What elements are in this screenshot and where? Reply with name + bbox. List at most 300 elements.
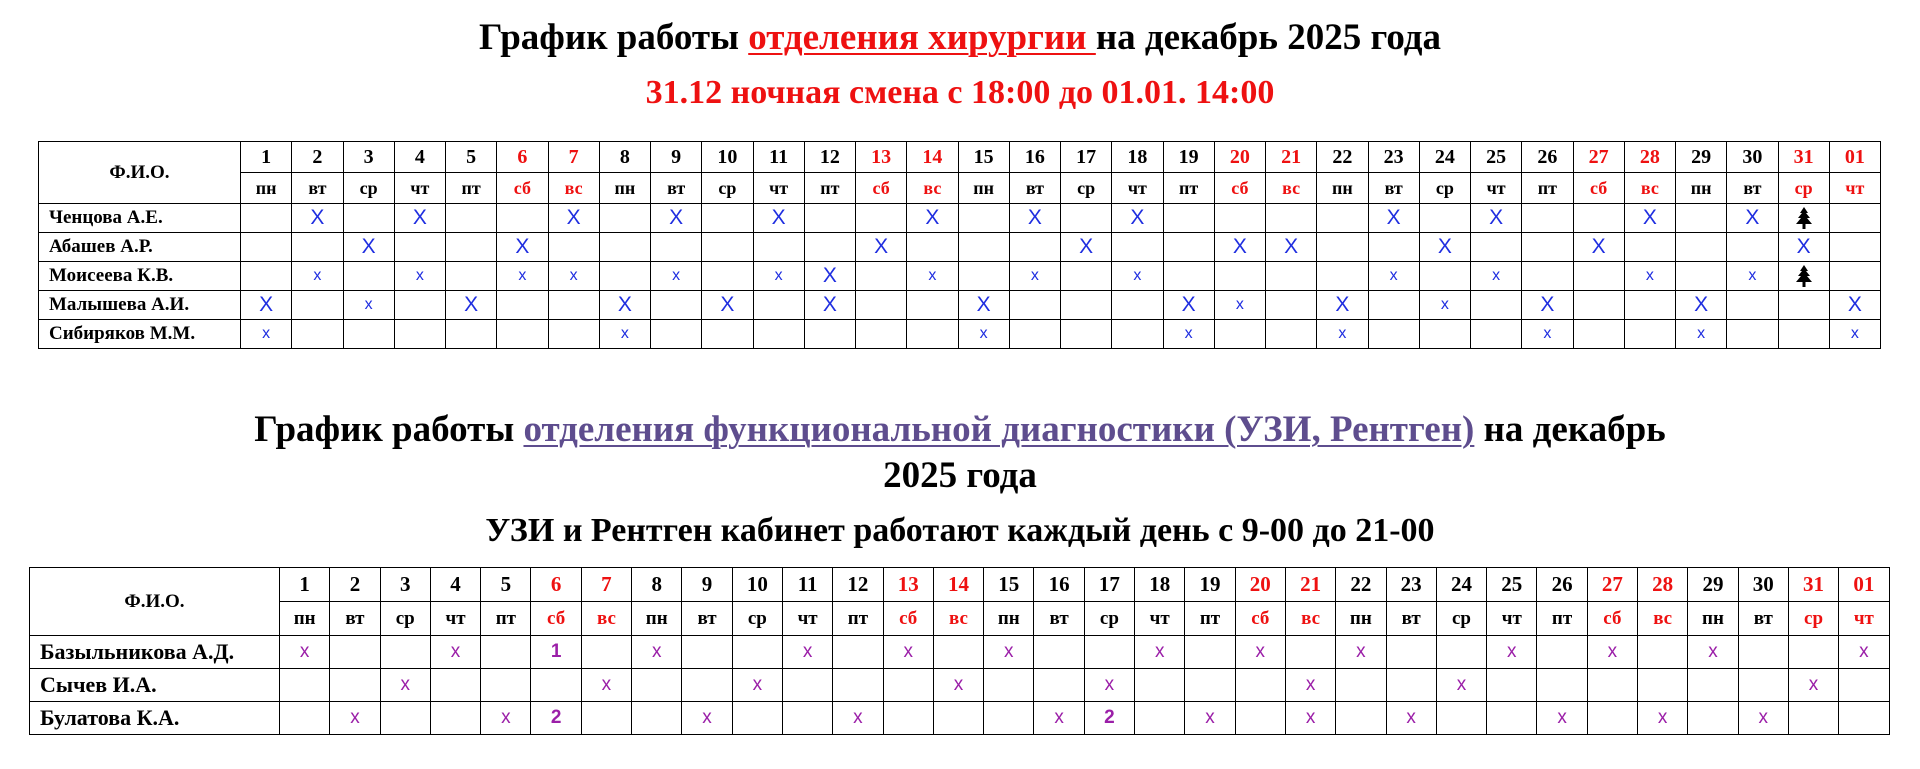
day-number: 12 [833, 568, 883, 602]
shift-cell [1587, 702, 1637, 735]
shift-cell [1214, 204, 1265, 233]
shift-cell [1638, 636, 1688, 669]
day-number: 25 [1487, 568, 1537, 602]
shift-cell [1471, 204, 1522, 233]
shift-cell [984, 702, 1034, 735]
day-number: 29 [1676, 142, 1727, 173]
shift-cell [702, 204, 753, 233]
shift-cell [1214, 320, 1265, 349]
weekday-label: вс [548, 173, 599, 204]
day-number: 17 [1084, 568, 1134, 602]
shift-cell [682, 669, 732, 702]
shift-cell [1537, 669, 1587, 702]
employee-name: Сибиряков М.М. [39, 320, 241, 349]
shift-cell [984, 636, 1034, 669]
shift-mark: X [1079, 235, 1094, 258]
weekday-label: пн [984, 602, 1034, 636]
shift-cell [241, 233, 292, 262]
weekday-label: вт [651, 173, 702, 204]
shift-cell [651, 233, 702, 262]
shift-mark: x [1808, 674, 1819, 695]
shift-cell [1638, 702, 1688, 735]
shift-cell [1419, 320, 1470, 349]
shift-cell [343, 233, 394, 262]
day-number: 6 [497, 142, 548, 173]
shift-cell [1436, 702, 1486, 735]
shift-cell [330, 669, 380, 702]
shift-cell [1336, 636, 1386, 669]
shift-cell [599, 204, 650, 233]
weekday-label: вс [1638, 602, 1688, 636]
day-number: 2 [292, 142, 343, 173]
shift-cell [531, 669, 581, 702]
shift-cell [1266, 262, 1317, 291]
weekday-label: пн [632, 602, 682, 636]
table-row [39, 204, 1881, 233]
shift-cell [1084, 669, 1134, 702]
weekday-label: вс [1285, 602, 1335, 636]
weekday-label: пт [804, 173, 855, 204]
weekday-label: вт [1386, 602, 1436, 636]
shift-cell [1436, 636, 1486, 669]
shift-number: 2 [550, 707, 562, 728]
shift-cell [984, 669, 1034, 702]
shift-cell [1471, 262, 1522, 291]
weekday-label: вс [933, 602, 983, 636]
shift-mark: x [1456, 674, 1467, 695]
shift-cell [581, 636, 631, 669]
shift-cell [380, 669, 430, 702]
shift-cell [1573, 291, 1624, 320]
shift-cell [1368, 204, 1419, 233]
employee-name: Сычев И.А. [30, 669, 280, 702]
shift-cell [292, 291, 343, 320]
day-number: 17 [1061, 142, 1112, 173]
weekday-label: ср [1778, 173, 1829, 204]
day-number: 01 [1829, 142, 1880, 173]
day-number: 28 [1638, 568, 1688, 602]
day-number: 16 [1009, 142, 1060, 173]
shift-cell [1638, 669, 1688, 702]
day-number: 8 [599, 142, 650, 173]
shift-cell [1676, 291, 1727, 320]
shift-cell [1624, 320, 1675, 349]
day-number: 31 [1788, 568, 1838, 602]
shift-cell [292, 262, 343, 291]
shift-cell [682, 702, 732, 735]
shift-cell [702, 291, 753, 320]
shift-cell [1487, 669, 1537, 702]
shift-cell [1688, 702, 1738, 735]
day-number: 14 [933, 568, 983, 602]
table-row [39, 320, 1881, 349]
shift-cell [1522, 262, 1573, 291]
shift-number: 1 [550, 641, 562, 662]
weekday-label: чт [1471, 173, 1522, 204]
weekday-label: вс [907, 173, 958, 204]
shift-mark: x [601, 674, 612, 695]
shift-cell [1624, 291, 1675, 320]
day-number: 24 [1419, 142, 1470, 173]
shift-mark: X [1437, 235, 1452, 258]
shift-mark: X [1284, 235, 1299, 258]
day-number: 21 [1266, 142, 1317, 173]
shift-cell [1336, 669, 1386, 702]
day-number: 21 [1285, 568, 1335, 602]
shift-mark: X [1847, 293, 1862, 316]
weekday-label: пн [280, 602, 330, 636]
shift-cell [1676, 204, 1727, 233]
shift-cell [907, 233, 958, 262]
shift-cell [446, 291, 497, 320]
day-number: 11 [753, 142, 804, 173]
day-number: 28 [1624, 142, 1675, 173]
shift-mark: x [415, 267, 424, 284]
shift-mark: x [1154, 641, 1165, 662]
shift-cell [548, 262, 599, 291]
day-number: 22 [1336, 568, 1386, 602]
shift-cell [1829, 204, 1880, 233]
shift-cell [651, 320, 702, 349]
shift-mark: x [953, 674, 964, 695]
shift-cell [330, 702, 380, 735]
shift-mark: X [822, 264, 837, 287]
shift-cell [1839, 669, 1889, 702]
shift-cell [481, 636, 531, 669]
day-number: 6 [531, 568, 581, 602]
shift-cell [1386, 636, 1436, 669]
shift-cell [1185, 669, 1235, 702]
shift-cell [1368, 320, 1419, 349]
weekday-label: пн [1688, 602, 1738, 636]
day-number: 18 [1112, 142, 1163, 173]
diagnostics-title-dept: отделения функциональной диагностики (УЗИ, Рентген) [523, 409, 1475, 450]
shift-cell [1061, 320, 1112, 349]
shift-cell [292, 320, 343, 349]
shift-mark: x [1748, 267, 1757, 284]
day-number: 23 [1368, 142, 1419, 173]
shift-cell [1676, 233, 1727, 262]
shift-cell [1471, 320, 1522, 349]
shift-cell [1522, 291, 1573, 320]
weekday-label: вт [1009, 173, 1060, 204]
shift-mark: X [361, 235, 376, 258]
shift-mark: x [1205, 707, 1215, 728]
shift-cell [1688, 636, 1738, 669]
weekday-label: чт [1487, 602, 1537, 636]
shift-mark: X [1591, 235, 1606, 258]
shift-cell [1368, 291, 1419, 320]
shift-cell [1573, 262, 1624, 291]
shift-cell [1185, 702, 1235, 735]
shift-mark: x [1758, 707, 1768, 728]
shift-cell [1285, 669, 1335, 702]
day-number: 30 [1738, 568, 1788, 602]
weekday-label: вт [1727, 173, 1778, 204]
day-number: 7 [581, 568, 631, 602]
day-number: 12 [804, 142, 855, 173]
shift-cell [833, 702, 883, 735]
weekday-label: ср [343, 173, 394, 204]
shift-cell [1336, 702, 1386, 735]
shift-cell [430, 669, 480, 702]
shift-cell [497, 262, 548, 291]
employee-name: Ченцова А.Е. [39, 204, 241, 233]
shift-mark: X [1694, 293, 1709, 316]
weekday-label: вт [292, 173, 343, 204]
shift-cell [1788, 669, 1838, 702]
shift-cell [682, 636, 732, 669]
shift-cell [804, 320, 855, 349]
shift-cell [1112, 320, 1163, 349]
shift-cell [907, 204, 958, 233]
shift-cell [782, 636, 832, 669]
shift-mark: X [1489, 206, 1504, 229]
shift-cell [1688, 669, 1738, 702]
shift-mark: x [1054, 707, 1064, 728]
shift-cell [380, 636, 430, 669]
shift-cell [599, 291, 650, 320]
shift-number: 2 [1104, 707, 1115, 728]
shift-cell [702, 320, 753, 349]
shift-mark: x [350, 707, 360, 728]
shift-mark: x [1507, 641, 1517, 662]
shift-cell [1368, 262, 1419, 291]
shift-cell [1587, 669, 1637, 702]
shift-cell [1829, 291, 1880, 320]
shift-cell [1778, 204, 1829, 233]
shift-mark: X [515, 235, 530, 258]
employee-name: Моисеева К.В. [39, 262, 241, 291]
shift-cell [1573, 204, 1624, 233]
shift-cell [1727, 262, 1778, 291]
shift-cell [883, 669, 933, 702]
shift-mark: x [364, 296, 373, 313]
shift-cell [481, 669, 531, 702]
shift-cell [1317, 204, 1368, 233]
day-number: 20 [1235, 568, 1285, 602]
diagnostics-subtitle: УЗИ и Рентген кабинет работают каждый день с 9-00 до 21-00 [485, 512, 1435, 549]
shift-cell [1778, 262, 1829, 291]
shift-cell [632, 636, 682, 669]
weekday-label: пн [599, 173, 650, 204]
shift-cell [1163, 320, 1214, 349]
shift-mark: x [1859, 641, 1869, 662]
shift-cell [1788, 702, 1838, 735]
shift-cell [241, 204, 292, 233]
weekday-label: сб [1587, 602, 1637, 636]
shift-cell [430, 636, 480, 669]
shift-mark: x [1543, 325, 1552, 342]
shift-mark: X [976, 293, 991, 316]
shift-cell [548, 320, 599, 349]
day-number: 26 [1522, 142, 1573, 173]
shift-cell [958, 291, 1009, 320]
shift-cell [1573, 320, 1624, 349]
weekday-label: чт [1112, 173, 1163, 204]
shift-cell [1317, 262, 1368, 291]
day-number: 20 [1214, 142, 1265, 173]
shift-cell [1163, 233, 1214, 262]
shift-cell [1163, 262, 1214, 291]
day-number: 1 [241, 142, 292, 173]
shift-cell [1317, 320, 1368, 349]
day-number: 10 [702, 142, 753, 173]
shift-mark: X [1745, 206, 1760, 229]
day-number: 15 [984, 568, 1034, 602]
fir-tree-icon [1795, 264, 1813, 288]
shift-cell [907, 320, 958, 349]
weekday-label: сб [531, 602, 581, 636]
weekday-label: пт [1185, 602, 1235, 636]
shift-mark: x [752, 674, 763, 695]
shift-cell [732, 669, 782, 702]
name-column-header: Ф.И.О. [30, 568, 280, 636]
shift-mark: x [1557, 707, 1567, 728]
shift-mark: X [566, 206, 581, 229]
shift-cell [430, 702, 480, 735]
shift-cell [1235, 636, 1285, 669]
shift-cell [1214, 233, 1265, 262]
day-number: 22 [1317, 142, 1368, 173]
shift-cell [632, 702, 682, 735]
shift-mark: x [450, 641, 461, 662]
shift-cell [856, 291, 907, 320]
shift-cell [958, 233, 1009, 262]
shift-mark: x [262, 325, 271, 342]
weekday-label: ср [1788, 602, 1838, 636]
shift-cell [804, 204, 855, 233]
day-number: 19 [1185, 568, 1235, 602]
shift-mark: x [400, 674, 410, 695]
shift-cell [497, 320, 548, 349]
shift-cell [732, 702, 782, 735]
shift-mark: X [1642, 206, 1657, 229]
shift-cell [548, 233, 599, 262]
shift-cell [933, 669, 983, 702]
weekday-label: ср [1436, 602, 1486, 636]
shift-cell [1135, 669, 1185, 702]
shift-cell [1419, 291, 1470, 320]
surgery-schedule-table [38, 141, 1881, 349]
shift-cell [1235, 702, 1285, 735]
weekday-label: сб [1235, 602, 1285, 636]
surgery-title [0, 16, 1920, 60]
shift-cell [1235, 669, 1285, 702]
day-number: 19 [1163, 142, 1214, 173]
shift-cell [1112, 291, 1163, 320]
shift-cell [241, 291, 292, 320]
shift-cell [933, 702, 983, 735]
shift-cell [958, 320, 1009, 349]
shift-cell [292, 204, 343, 233]
shift-mark: x [672, 267, 681, 284]
weekday-row [39, 173, 1881, 204]
weekday-label: вс [1266, 173, 1317, 204]
shift-cell [548, 291, 599, 320]
shift-cell [1738, 636, 1788, 669]
day-number: 24 [1436, 568, 1486, 602]
shift-mark: X [617, 293, 632, 316]
shift-cell [907, 291, 958, 320]
shift-cell [804, 233, 855, 262]
day-number: 27 [1573, 142, 1624, 173]
shift-cell [702, 262, 753, 291]
shift-mark: x [903, 641, 913, 662]
shift-cell [1727, 291, 1778, 320]
shift-cell [833, 636, 883, 669]
shift-cell [446, 262, 497, 291]
weekday-label: пт [1163, 173, 1214, 204]
day-number-row [39, 142, 1881, 173]
weekday-label: вс [581, 602, 631, 636]
day-number: 13 [883, 568, 933, 602]
shift-mark: x [1708, 641, 1718, 662]
shift-mark: X [925, 206, 940, 229]
table-row [39, 233, 1881, 262]
shift-cell [1163, 291, 1214, 320]
weekday-label: ср [380, 602, 430, 636]
shift-mark: x [1030, 267, 1039, 284]
shift-mark: X [1796, 235, 1811, 258]
shift-mark: X [1335, 293, 1350, 316]
shift-cell [753, 262, 804, 291]
weekday-label: ср [732, 602, 782, 636]
shift-cell [1009, 320, 1060, 349]
shift-cell [581, 669, 631, 702]
employee-name: Малышева А.И. [39, 291, 241, 320]
shift-cell [1778, 233, 1829, 262]
table-row [39, 291, 1881, 320]
name-column-header: Ф.И.О. [39, 142, 241, 204]
weekday-label: сб [1214, 173, 1265, 204]
shift-cell [1214, 262, 1265, 291]
weekday-label: пт [833, 602, 883, 636]
weekday-label: сб [883, 602, 933, 636]
shift-cell [1839, 636, 1889, 669]
shift-cell [1266, 204, 1317, 233]
shift-mark: x [1440, 296, 1449, 313]
shift-cell [1436, 669, 1486, 702]
shift-cell [1135, 702, 1185, 735]
shift-cell [1135, 636, 1185, 669]
shift-cell [1285, 702, 1335, 735]
weekday-label: ср [1419, 173, 1470, 204]
day-number: 25 [1471, 142, 1522, 173]
shift-cell [1214, 291, 1265, 320]
shift-mark: x [1389, 267, 1398, 284]
shift-mark: x [1255, 641, 1266, 662]
shift-cell [394, 320, 445, 349]
shift-cell [907, 262, 958, 291]
weekday-label: пн [1317, 173, 1368, 204]
shift-cell [1112, 204, 1163, 233]
shift-cell [241, 262, 292, 291]
shift-mark: x [299, 641, 310, 662]
shift-cell [1624, 204, 1675, 233]
employee-name: Базыльникова А.Д. [30, 636, 280, 669]
shift-cell [651, 291, 702, 320]
shift-cell [1034, 669, 1084, 702]
shift-cell [280, 636, 330, 669]
shift-cell [1788, 636, 1838, 669]
day-number: 10 [732, 568, 782, 602]
shift-mark: x [313, 267, 322, 284]
day-number: 9 [651, 142, 702, 173]
weekday-label: пн [958, 173, 1009, 204]
shift-cell [1522, 204, 1573, 233]
shift-cell [753, 320, 804, 349]
